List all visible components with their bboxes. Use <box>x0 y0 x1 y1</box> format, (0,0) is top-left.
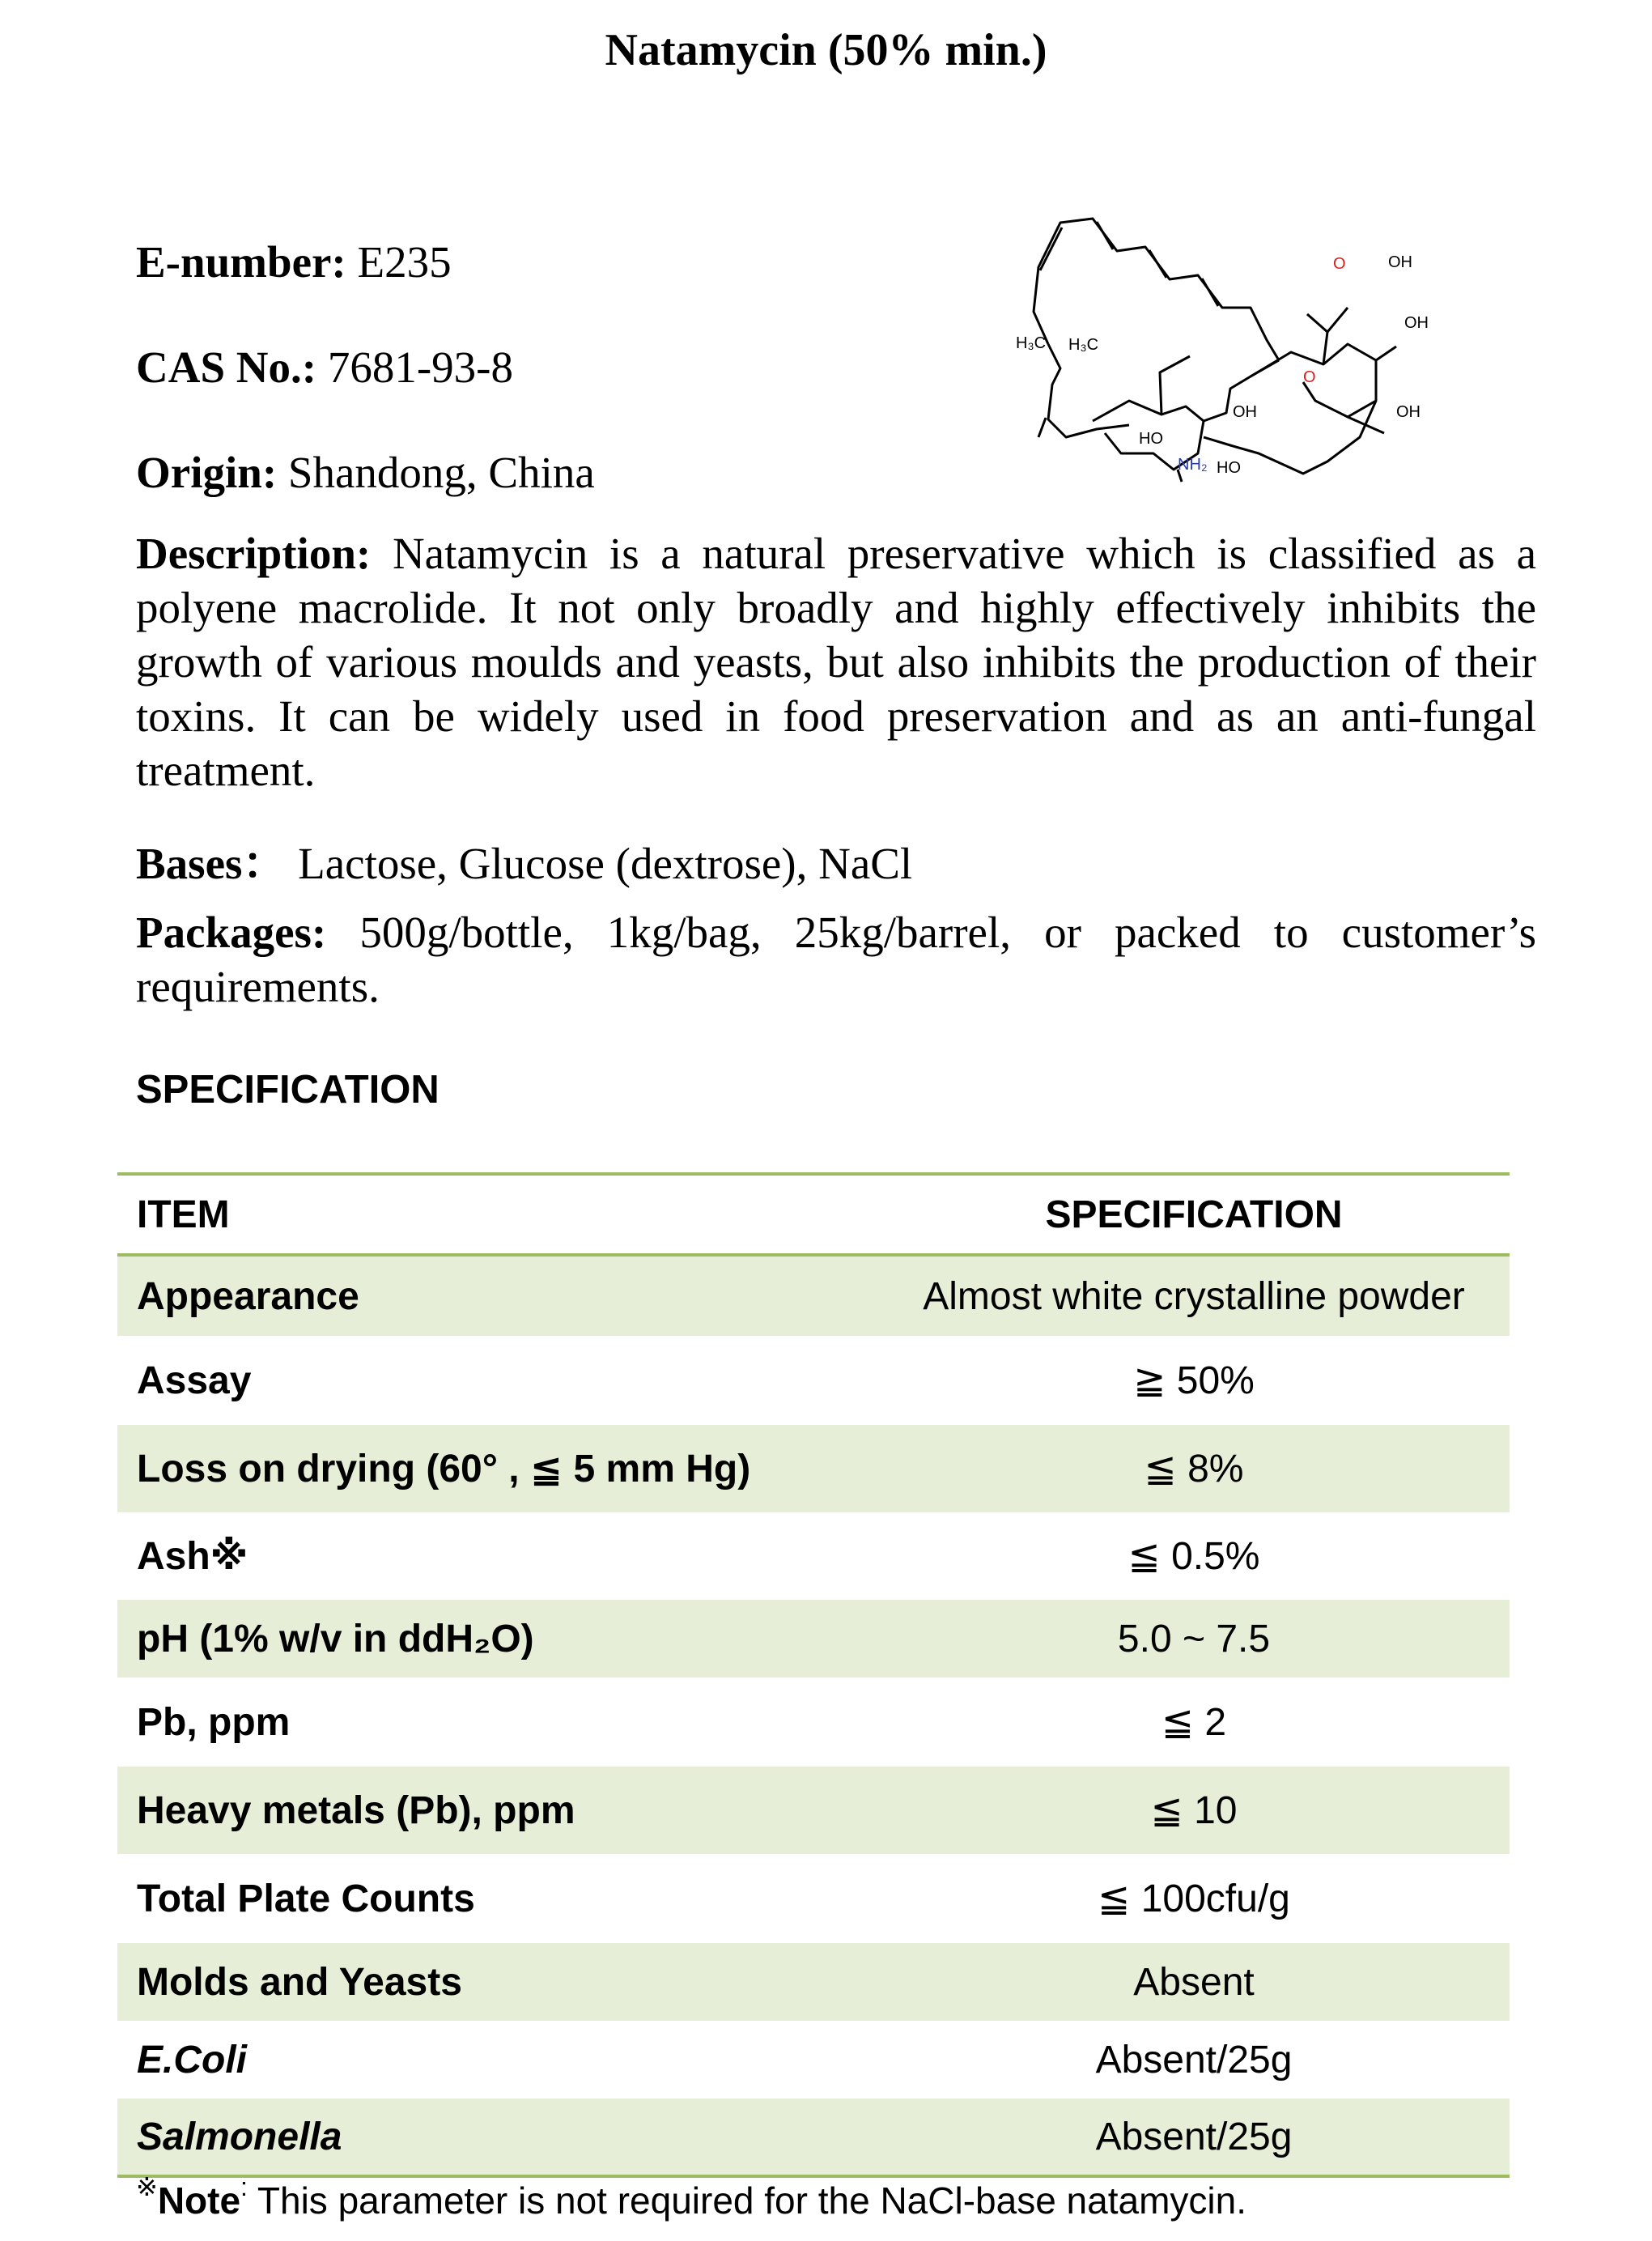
spec-column-header: SPECIFICATION <box>878 1174 1510 1255</box>
description-text: Natamycin is a natural preservative which is classified as a polyene macrolide. It not only broadly and highly effectively inhibits the growth of various moulds and yeasts, but also inhibits the production of their toxins. It can be widely used in food preservation and as an anti-fungal treatment. <box>136 529 1537 795</box>
molecule-ho-label-left: HO <box>1139 430 1163 448</box>
description-paragraph <box>136 526 1536 797</box>
row-spec-ash: ≦ 0.5% <box>1128 1535 1260 1578</box>
table-row <box>117 1854 1510 1943</box>
row-item-heavy-metals: Heavy metals (Pb), ppm <box>117 1767 878 1854</box>
footnote <box>136 2171 1246 2222</box>
row-item-appearance: Appearance <box>117 1255 878 1336</box>
description-label: Description: <box>136 529 372 578</box>
molecule-oh-label-right2: OH <box>1396 403 1421 421</box>
specification-table <box>117 1172 1510 2178</box>
row-spec-pb: ≦ 2 <box>1161 1701 1227 1744</box>
row-item-total-plate-counts: Total Plate Counts <box>137 1877 475 1920</box>
bases-label: Bases： <box>136 839 287 888</box>
packages-text: 500g/bottle, 1kg/bag, 25kg/barrel, or packed to customer’s requirements. <box>136 908 1537 1011</box>
document-title: Natamycin (50% min.) <box>605 25 1047 75</box>
bases-value: Lactose, Glucose (dextrose), NaCl <box>298 839 913 888</box>
row-item-salmonella: Salmonella <box>117 2099 878 2176</box>
packages-label: Packages: <box>136 908 327 957</box>
molecule-oh-label-mid: OH <box>1233 403 1257 421</box>
table-row <box>117 1678 1510 1767</box>
specification-heading: SPECIFICATION <box>136 1068 440 1112</box>
table-header-row <box>117 1174 1510 1255</box>
note-mark: ※ <box>136 2172 158 2201</box>
molecule-o-label-top: O <box>1333 255 1346 273</box>
table-row <box>117 1425 1510 1512</box>
molecule-oh-label-top: OH <box>1388 253 1412 271</box>
row-spec-total-plate-counts: ≦ 100cfu/g <box>1098 1877 1290 1920</box>
note-colon: : <box>240 2172 248 2201</box>
table-row <box>117 1600 1510 1678</box>
row-spec-appearance: Almost white crystalline powder <box>878 1255 1510 1336</box>
row-item-loss-on-drying: Loss on drying (60° , ≦ 5 mm Hg) <box>117 1425 878 1512</box>
row-item-ash: Ash※ <box>137 1535 248 1578</box>
natamycin-structure-image <box>1016 202 1437 502</box>
row-item-ecoli: E.Coli <box>137 2038 248 2082</box>
row-item-assay: Assay <box>137 1359 252 1402</box>
cas-value: 7681-93-8 <box>327 342 513 392</box>
row-spec-heavy-metals: ≦ 10 <box>878 1767 1510 1854</box>
item-column-header: ITEM <box>117 1174 878 1255</box>
e-number-value: E235 <box>357 237 452 287</box>
cas-field <box>136 342 513 393</box>
molecule-ho-label-bottom: HO <box>1217 459 1241 477</box>
molecule-h3c-label-2: H₃C <box>1068 336 1099 354</box>
table-row <box>117 1336 1510 1425</box>
origin-field <box>136 447 595 498</box>
table-row <box>117 2021 1510 2099</box>
row-spec-molds-yeasts: Absent <box>878 1943 1510 2021</box>
bases-field <box>136 827 912 891</box>
table-row <box>117 1255 1510 1336</box>
note-text: This parameter is not required for the NaCl-base natamycin. <box>247 2179 1246 2222</box>
row-spec-assay: ≧ 50% <box>1133 1359 1255 1402</box>
table-row <box>117 1943 1510 2021</box>
row-spec-ph: 5.0 ~ 7.5 <box>878 1600 1510 1678</box>
molecule-nh2-label: NH₂ <box>1178 456 1208 474</box>
e-number-label: E-number: <box>136 237 346 287</box>
table-row <box>117 1767 1510 1854</box>
row-item-ph: pH (1% w/v in ddH₂O) <box>117 1600 878 1678</box>
molecule-o-label-ring: O <box>1303 368 1316 386</box>
row-spec-loss-on-drying: ≦ 8% <box>878 1425 1510 1512</box>
table-row <box>117 1512 1510 1600</box>
row-spec-salmonella: Absent/25g <box>878 2099 1510 2176</box>
note-label: Note <box>157 2179 241 2222</box>
row-item-pb: Pb, ppm <box>137 1700 291 1744</box>
molecule-oh-label-right: OH <box>1404 314 1429 332</box>
row-spec-ecoli: Absent/25g <box>1095 2038 1293 2082</box>
packages-paragraph <box>136 905 1536 1014</box>
row-item-molds-yeasts: Molds and Yeasts <box>117 1943 878 2021</box>
molecule-h3c-label-1: H₃C <box>1016 334 1047 352</box>
e-number-field <box>136 236 452 287</box>
cas-label: CAS No.: <box>136 342 317 392</box>
table-row <box>117 2099 1510 2176</box>
origin-label: Origin: <box>136 448 278 497</box>
origin-value: Shandong, China <box>287 448 595 497</box>
